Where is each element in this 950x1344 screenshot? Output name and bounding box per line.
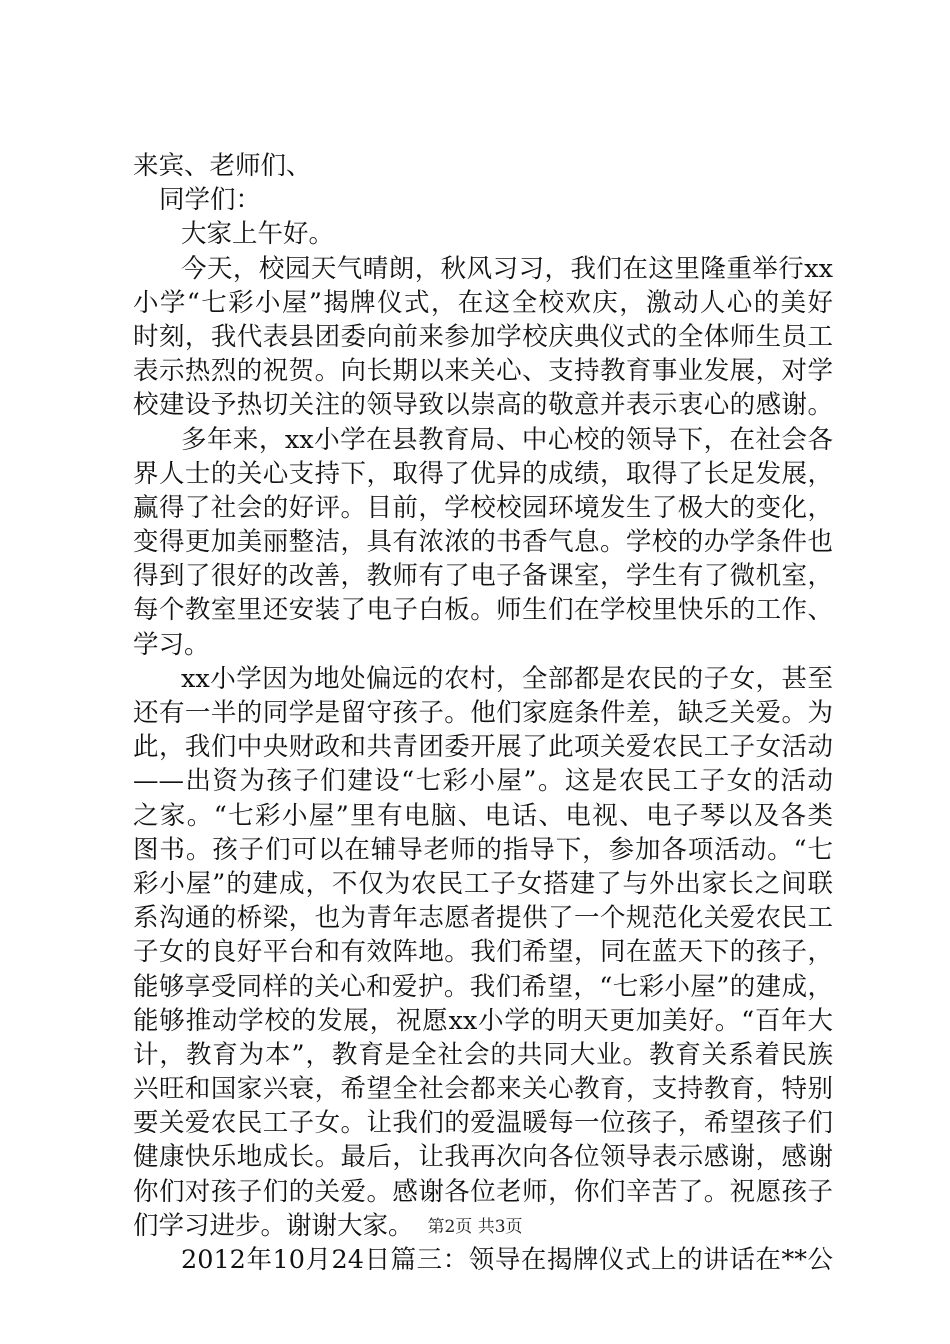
text-line: 校建设予热切关注的领导致以崇高的敬意并表示衷心的感谢。 [133, 390, 833, 421]
text-line: 变得更加美丽整洁，具有浓浓的书香气息。学校的办学条件也 [133, 527, 833, 558]
text-line: 得到了很好的改善，教师有了电子备课室，学生有了微机室， [133, 561, 833, 592]
text-line: 表示热烈的祝贺。向长期以来关心、支持教育事业发展，对学 [133, 356, 833, 387]
text-line: 时刻，我代表县团委向前来参加学校庆典仪式的全体师生员工 [133, 321, 833, 352]
text-line: 界人士的关心支持下，取得了优异的成绩，取得了长足发展， [133, 458, 833, 489]
text-line: 大家上午好。 [181, 219, 335, 250]
text-line: 健康快乐地成长。最后，让我再次向各位领导表示感谢，感谢 [133, 1142, 833, 1173]
text-line: 能够享受同样的关心和爱护。我们希望，“七彩小屋”的建成， [133, 971, 833, 1002]
text-line: ——出资为孩子们建设“七彩小屋”。这是农民工子女的活动 [133, 766, 833, 797]
text-line: 们学习进步。谢谢大家。 [133, 1210, 414, 1241]
text-line: 你们对孩子们的关爱。感谢各位老师，你们辛苦了。祝愿孩子 [133, 1176, 833, 1207]
text-line: xx小学因为地处偏远的农村，全部都是农民的子女，甚至 [181, 663, 833, 694]
text-line: 赢得了社会的好评。目前，学校校园环境发生了极大的变化， [133, 492, 833, 523]
body-text [133, 149, 833, 1277]
text-line: 多年来，xx小学在县教育局、中心校的领导下，在社会各 [181, 424, 833, 455]
text-line: 小学“七彩小屋”揭牌仪式，在这全校欢庆，激动人心的美好 [133, 287, 833, 318]
text-line: 2012年10月24日篇三：领导在揭牌仪式上的讲话在**公 [181, 1245, 833, 1275]
text-line: 彩小屋”的建成，不仅为农民工子女搭建了与外出家长之间联 [133, 868, 833, 899]
text-line: 今天，校园天气晴朗，秋风习习，我们在这里隆重举行xx [181, 253, 833, 284]
text-line: 能够推动学校的发展，祝愿xx小学的明天更加美好。“百年大 [133, 1005, 833, 1036]
text-line: 系沟通的桥梁，也为青年志愿者提供了一个规范化关爱农民工 [133, 903, 833, 934]
text-line: 同学们： [159, 185, 262, 216]
text-line: 每个教室里还安装了电子白板。师生们在学校里快乐的工作、 [133, 595, 833, 626]
text-line: 来宾、老师们、 [133, 151, 312, 181]
text-line: 学习。 [133, 629, 210, 660]
text-line: 计，教育为本”，教育是全社会的共同大业。教育关系着民族 [133, 1039, 833, 1070]
text-line: 之家。“七彩小屋”里有电脑、电话、电视、电子琴以及各类 [133, 800, 833, 831]
text-line: 图书。孩子们可以在辅导老师的指导下，参加各项活动。“七 [133, 834, 833, 865]
text-line: 此，我们中央财政和共青团委开展了此项关爱农民工子女活动 [133, 732, 833, 763]
text-line: 子女的良好平台和有效阵地。我们希望，同在蓝天下的孩子， [133, 937, 833, 968]
text-line: 要关爱农民工子女。让我们的爱温暖每一位孩子，希望孩子们 [133, 1108, 833, 1139]
text-line: 兴旺和国家兴衰，希望全社会都来关心教育，支持教育，特别 [133, 1074, 833, 1105]
page-number-footer: 第2页 共3页 [427, 1217, 523, 1237]
text-line: 还有一半的同学是留守孩子。他们家庭条件差，缺乏关爱。为 [133, 698, 833, 728]
